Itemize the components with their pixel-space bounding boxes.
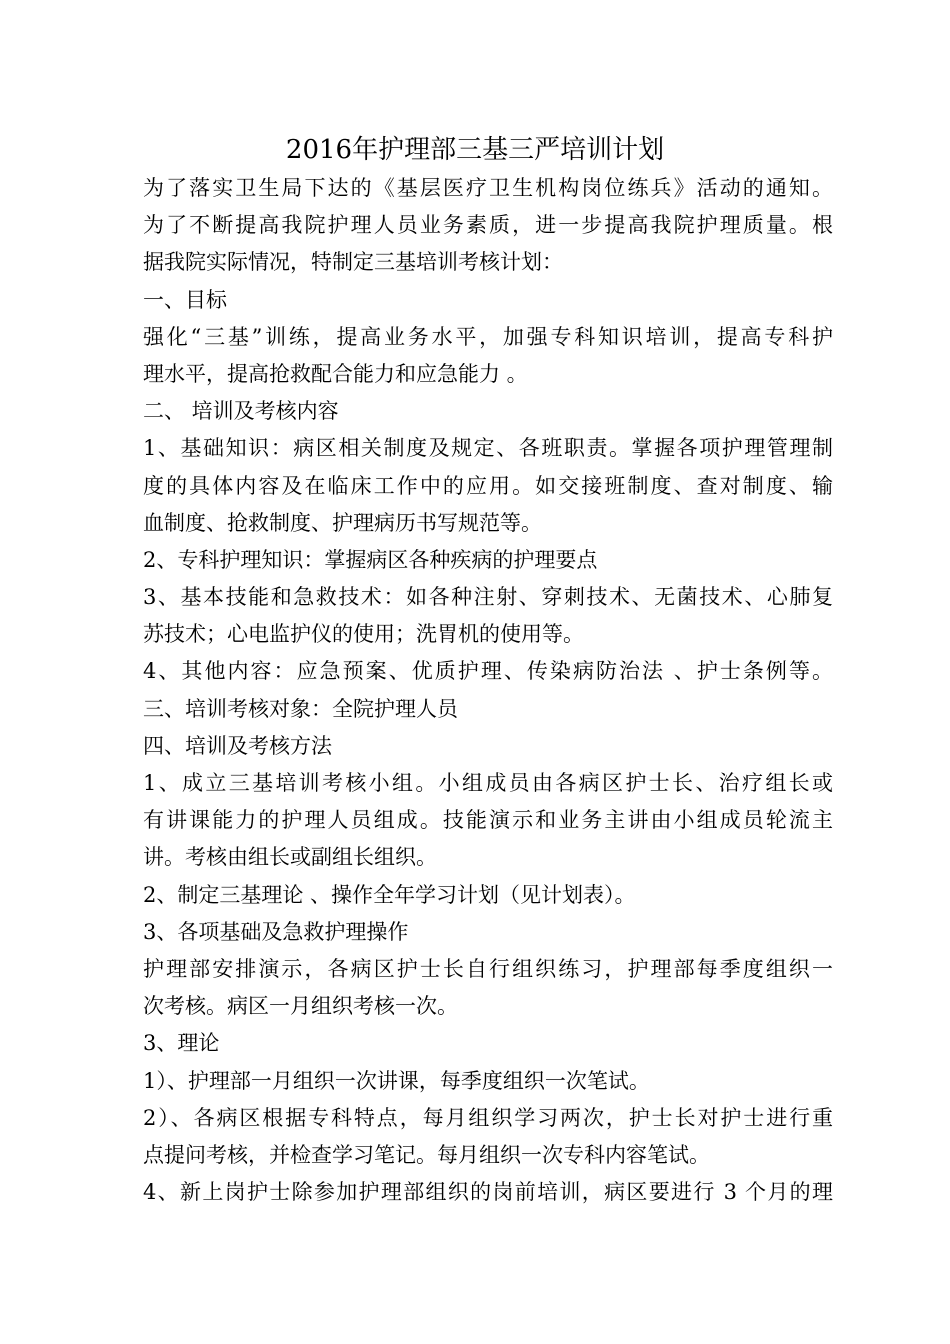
body-line: 为了落实卫生局下达的《基层医疗卫生机构岗位练兵》活动的通知。 xyxy=(143,176,833,200)
body-line: 一、目标 xyxy=(143,287,227,312)
document-body xyxy=(143,170,833,1211)
body-line: 4、其他内容：应急预案、优质护理、传染病防治法 、护士条例等。 xyxy=(143,659,833,684)
body-line: 据我院实际情况，特制定三基培训考核计划： xyxy=(143,250,563,275)
body-line: 二、 培训及考核内容 xyxy=(143,399,339,424)
body-line: 3、各项基础及急救护理操作 xyxy=(143,919,409,944)
body-line: 1、基础知识：病区相关制度及规定、各班职责。掌握各项护理管理制 xyxy=(143,436,833,461)
body-line: 1）、护理部一月组织一次讲课，每季度组织一次笔试。 xyxy=(143,1068,650,1093)
body-line: 3、基本技能和急救技术：如各种注射、穿刺技术、无菌技术、心肺复 xyxy=(143,585,833,610)
body-line: 为了不断提高我院护理人员业务素质，进一步提高我院护理质量。根 xyxy=(143,213,833,238)
body-line: 1、成立三基培训考核小组。小组成员由各病区护士长、治疗组长或 xyxy=(143,771,833,795)
body-line: 有讲课能力的护理人员组成。技能演示和业务主讲由小组成员轮流主 xyxy=(143,808,833,833)
body-line: 理水平，提高抢救配合能力和应急能力 。 xyxy=(143,361,528,386)
document-title: 2016年护理部三基三严培训计划 xyxy=(285,135,665,165)
body-line: 四、培训及考核方法 xyxy=(143,733,332,758)
body-line: 血制度、抢救制度、护理病历书写规范等。 xyxy=(143,510,542,535)
body-line: 次考核。病区一月组织考核一次。 xyxy=(143,994,458,1019)
body-line: 2、制定三基理论 、操作全年学习计划（见计划表）。 xyxy=(143,882,636,907)
body-line: 3、理论 xyxy=(143,1031,220,1056)
body-line: 强化“三基”训练，提高业务水平，加强专科知识培训，提高专科护 xyxy=(143,324,833,349)
body-line: 4、新上岗护士除参加护理部组织的岗前培训，病区要进行 3 个月的理 xyxy=(143,1180,833,1205)
body-line: 点提问考核，并检查学习笔记。每月组织一次专科内容笔试。 xyxy=(143,1142,710,1167)
body-line: 三、培训考核对象：全院护理人员 xyxy=(143,696,458,721)
body-line: 苏技术；心电监护仪的使用；洗胃机的使用等。 xyxy=(143,622,584,647)
body-line: 度的具体内容及在临床工作中的应用。如交接班制度、查对制度、输 xyxy=(143,473,833,498)
body-line: 2、专科护理知识：掌握病区各种疾病的护理要点 xyxy=(143,547,598,572)
body-line: 护理部安排演示，各病区护士长自行组织练习，护理部每季度组织一 xyxy=(143,956,833,981)
body-line: 2）、各病区根据专科特点，每月组织学习两次，护士长对护士进行重 xyxy=(143,1105,833,1130)
body-line: 讲。考核由组长或副组长组织。 xyxy=(143,845,437,870)
